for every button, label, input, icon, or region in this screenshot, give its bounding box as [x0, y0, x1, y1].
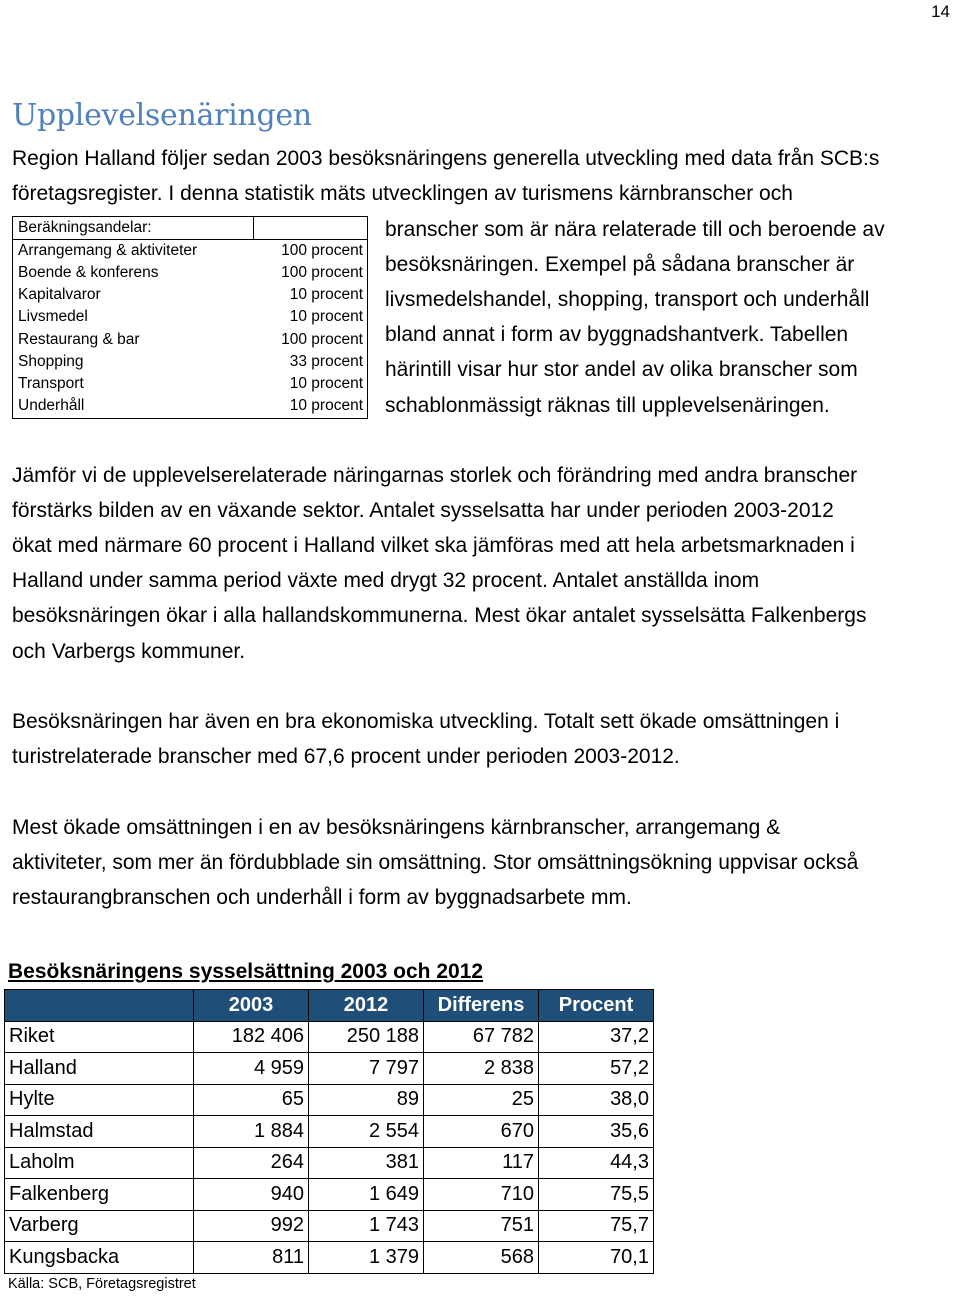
- region-cell: Falkenberg: [5, 1179, 194, 1211]
- percent-cell: 70,1: [539, 1242, 654, 1274]
- value-2003-cell: 4 959: [194, 1053, 309, 1085]
- table-row: [5, 1210, 654, 1242]
- share-label: Transport: [18, 375, 84, 392]
- share-value: 100 procent: [281, 331, 363, 348]
- para-line: restaurangbranschen och underhåll i form av byggnadsarbete mm.: [12, 886, 632, 909]
- value-2003-cell: 264: [194, 1147, 309, 1179]
- share-label: Livsmedel: [18, 308, 88, 325]
- share-value: 33 procent: [289, 353, 363, 370]
- region-cell: Halland: [5, 1053, 194, 1085]
- para-line: turistrelaterade branscher med 67,6 procent under perioden 2003-2012.: [12, 745, 680, 768]
- intro-line: företagsregister. I denna statistik mäts utvecklingen av turismens kärnbranscher och: [12, 182, 793, 205]
- difference-cell: 751: [424, 1210, 539, 1242]
- region-cell: Varberg: [5, 1210, 194, 1242]
- value-2012-cell: 2 554: [309, 1116, 424, 1148]
- table-row: [5, 1116, 654, 1148]
- percent-cell: 75,7: [539, 1210, 654, 1242]
- share-label: Boende & konferens: [18, 264, 159, 281]
- share-label: Arrangemang & aktiviteter: [18, 242, 198, 259]
- value-2003-cell: 992: [194, 1210, 309, 1242]
- side-line: härintill visar hur stor andel av olika branscher som: [385, 358, 858, 381]
- value-2012-cell: 1 743: [309, 1210, 424, 1242]
- para-line: Besöksnäringen har även en bra ekonomiska utveckling. Totalt sett ökade omsättningen i: [12, 710, 840, 733]
- share-value: 100 procent: [281, 242, 363, 259]
- column-header: [5, 990, 194, 1022]
- percent-cell: 44,3: [539, 1147, 654, 1179]
- share-value: 10 procent: [289, 397, 363, 414]
- difference-cell: 2 838: [424, 1053, 539, 1085]
- percent-cell: 35,6: [539, 1116, 654, 1148]
- employment-table-title-text: Besöksnäringens sysselsättning 2003 och 2012: [8, 960, 484, 983]
- column-header: Differens: [424, 990, 539, 1022]
- share-row: [18, 375, 363, 397]
- table-row: [5, 1084, 654, 1116]
- share-value: 10 procent: [289, 375, 363, 392]
- table-row: [5, 1242, 654, 1274]
- intro-line: Region Halland följer sedan 2003 besöksnäringens generella utveckling med data från SCB:s: [12, 147, 880, 170]
- share-table-header-rule: [13, 239, 367, 240]
- table-row: [5, 1021, 654, 1053]
- difference-cell: 117: [424, 1147, 539, 1179]
- para-line: Mest ökade omsättningen i en av besöksnäringens kärnbranscher, arrangemang &: [12, 816, 781, 839]
- share-row: [18, 286, 363, 308]
- share-label: Underhåll: [18, 397, 85, 414]
- value-2003-cell: 940: [194, 1179, 309, 1211]
- column-header: 2012: [309, 990, 424, 1022]
- table-source: Källa: SCB, Företagsregistret: [8, 1276, 196, 1292]
- percent-cell: 57,2: [539, 1053, 654, 1085]
- value-2003-cell: 811: [194, 1242, 309, 1274]
- para-line: Halland under samma period växte med drygt 32 procent. Antalet anställda inom: [12, 569, 760, 592]
- share-row: [18, 331, 363, 353]
- side-line: bland annat i form av byggnadshantverk. Tabellen: [385, 323, 849, 346]
- side-line: besöksnäringen. Exempel på sådana branscher är: [385, 253, 855, 276]
- percent-cell: 38,0: [539, 1084, 654, 1116]
- para-line: Jämför vi de upplevelserelaterade näringarnas storlek och förändring med andra branscher: [12, 464, 858, 487]
- share-label: Restaurang & bar: [18, 331, 140, 348]
- column-header: Procent: [539, 990, 654, 1022]
- share-table-header-divider: [253, 217, 254, 239]
- share-table-header: Beräkningsandelar:: [18, 219, 152, 236]
- para-line: besöksnäringen ökar i alla hallandskommunerna. Mest ökar antalet sysselsätta Falkenbergs: [12, 604, 867, 627]
- share-row: [18, 264, 363, 286]
- difference-cell: 670: [424, 1116, 539, 1148]
- percent-cell: 37,2: [539, 1021, 654, 1053]
- value-2003-cell: 182 406: [194, 1021, 309, 1053]
- section-heading: Upplevelsenäringen: [12, 98, 312, 133]
- side-line: schablonmässigt räknas till upplevelsenäringen.: [385, 394, 830, 417]
- share-value: 10 procent: [289, 308, 363, 325]
- employment-table: [4, 989, 654, 1274]
- difference-cell: 568: [424, 1242, 539, 1274]
- share-row: [18, 397, 363, 419]
- table-row: [5, 1053, 654, 1085]
- table-row: [5, 1179, 654, 1211]
- share-row: [18, 353, 363, 375]
- share-label: Shopping: [18, 353, 84, 370]
- column-header: 2003: [194, 990, 309, 1022]
- region-cell: Riket: [5, 1021, 194, 1053]
- value-2012-cell: 7 797: [309, 1053, 424, 1085]
- share-value: 10 procent: [289, 286, 363, 303]
- table-header-row: [5, 990, 654, 1022]
- value-2012-cell: 1 379: [309, 1242, 424, 1274]
- region-cell: Laholm: [5, 1147, 194, 1179]
- value-2003-cell: 1 884: [194, 1116, 309, 1148]
- page-number: 14: [931, 2, 950, 21]
- share-row: [18, 308, 363, 330]
- value-2012-cell: 381: [309, 1147, 424, 1179]
- value-2012-cell: 1 649: [309, 1179, 424, 1211]
- para-line: ökat med närmare 60 procent i Halland vilket ska jämföras med att hela arbetsmarknaden i: [12, 534, 855, 557]
- para-line: förstärks bilden av en växande sektor. Antalet sysselsatta har under perioden 2003-2012: [12, 499, 834, 522]
- employment-table-title: [8, 960, 483, 984]
- side-line: branscher som är nära relaterade till och beroende av: [385, 218, 885, 241]
- value-2012-cell: 250 188: [309, 1021, 424, 1053]
- percent-cell: 75,5: [539, 1179, 654, 1211]
- difference-cell: 25: [424, 1084, 539, 1116]
- table-row: [5, 1147, 654, 1179]
- share-row: [18, 242, 363, 264]
- value-2012-cell: 89: [309, 1084, 424, 1116]
- difference-cell: 710: [424, 1179, 539, 1211]
- side-line: livsmedelshandel, shopping, transport och underhåll: [385, 288, 870, 311]
- para-line: och Varbergs kommuner.: [12, 640, 246, 663]
- para-line: aktiviteter, som mer än fördubblade sin omsättning. Stor omsättningsökning uppvisar också: [12, 851, 859, 874]
- employment-table-body: [5, 1021, 654, 1273]
- region-cell: Hylte: [5, 1084, 194, 1116]
- share-value: 100 procent: [281, 264, 363, 281]
- difference-cell: 67 782: [424, 1021, 539, 1053]
- value-2003-cell: 65: [194, 1084, 309, 1116]
- share-label: Kapitalvaror: [18, 286, 101, 303]
- share-table: [12, 216, 368, 419]
- region-cell: Kungsbacka: [5, 1242, 194, 1274]
- region-cell: Halmstad: [5, 1116, 194, 1148]
